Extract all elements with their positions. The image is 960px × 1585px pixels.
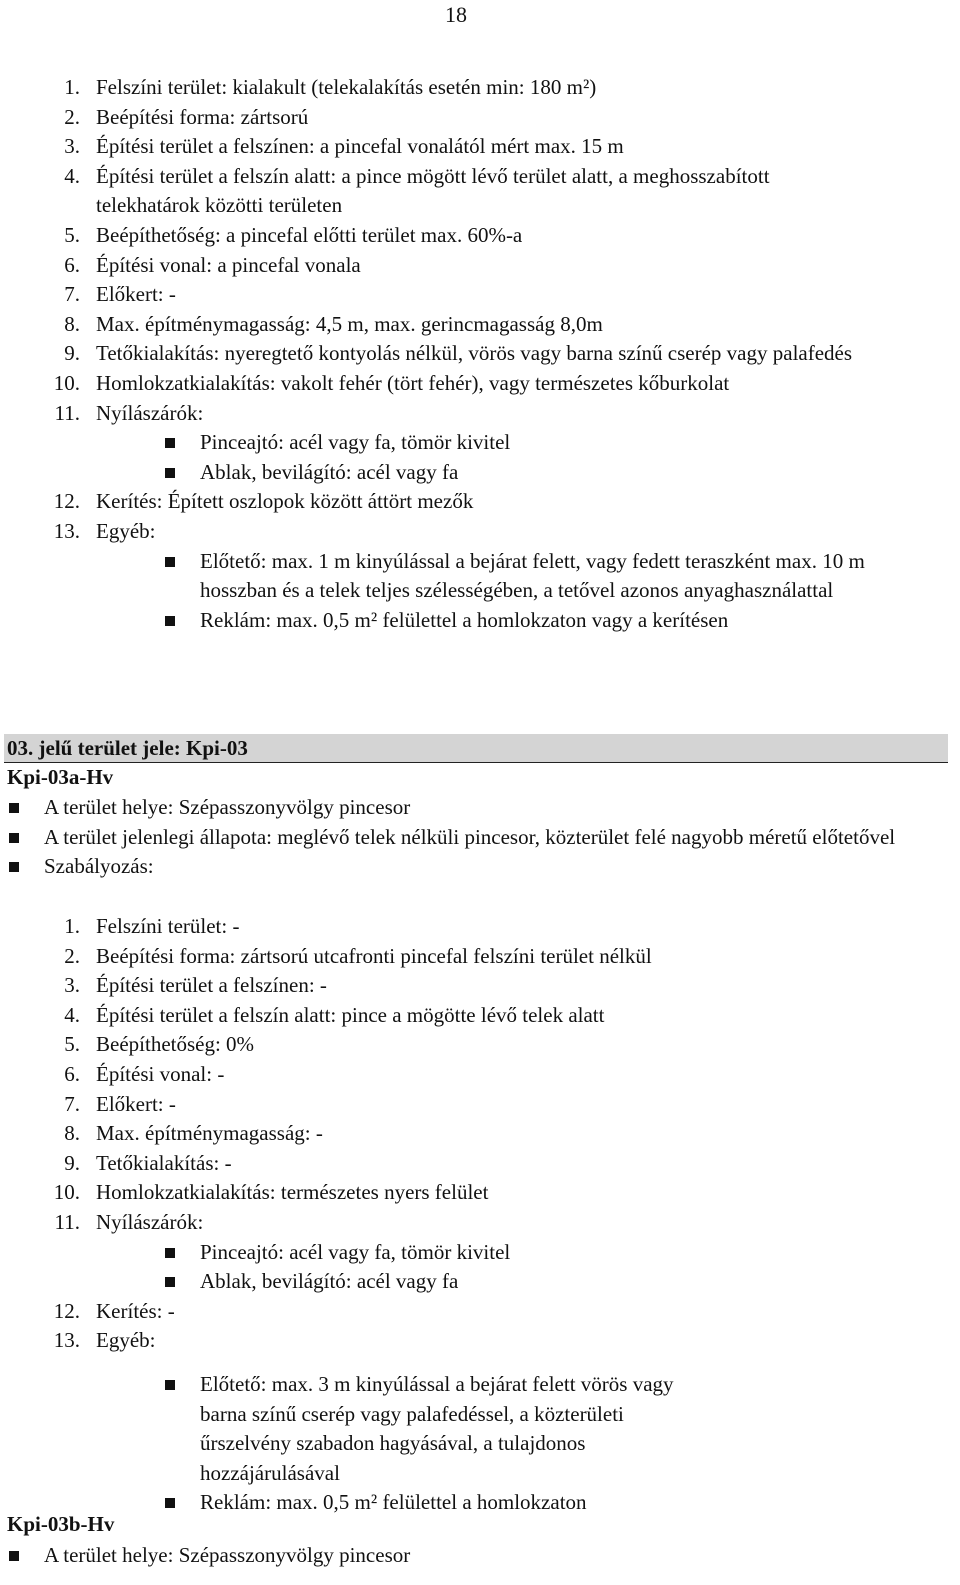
item-text: Előkert: -: [96, 282, 176, 307]
sub-bullet: [0, 1370, 720, 1488]
item-text: Beépíthetőség: a pincefal előtti terület max. 60%-a: [96, 222, 523, 247]
sub-bullet-text: Pinceajtó: acél vagy fa, tömör kivitel: [200, 430, 511, 455]
sub-bullet: [0, 458, 960, 488]
list-item: [0, 103, 960, 133]
item-text: Nyílászárók:: [96, 400, 204, 425]
list-item: [0, 1090, 960, 1120]
list-item: [0, 1149, 960, 1179]
square-bullet-icon: [165, 1498, 175, 1508]
item-text: Építési terület a felszínen: -: [96, 973, 327, 998]
item-text: Beépíthetőség: 0%: [96, 1032, 255, 1057]
item-number: 11.: [54, 1209, 80, 1234]
item-text: Egyéb:: [96, 1328, 156, 1353]
item-number: 11.: [54, 400, 80, 425]
main-bullet-text: A terület helye: Szépasszonyvölgy pincesor: [44, 1543, 411, 1567]
main-bullet: [0, 823, 924, 853]
item-number: 5.: [64, 222, 80, 247]
list-item: [0, 1030, 960, 1060]
sub-bullet-text: Ablak, bevilágító: acél vagy fa: [200, 1269, 459, 1294]
list-item: [0, 942, 960, 972]
subsection-title-a: Kpi-03a-Hv: [7, 765, 114, 789]
spacer: [0, 1356, 960, 1370]
item-text: Homlokzatkialakítás: vakolt fehér (tört fehér), vagy természetes kőburkolat: [96, 370, 730, 395]
item-text: Építési terület a felszín alatt: pince a mögötte lévő telek alatt: [96, 1002, 605, 1027]
square-bullet-icon: [9, 803, 19, 813]
list-item: [0, 221, 960, 251]
list-item: [0, 162, 960, 221]
item-text: Max. építménymagasság: -: [96, 1121, 323, 1146]
subsection-title-b: Kpi-03b-Hv: [7, 1512, 115, 1536]
item-number: 13.: [53, 518, 80, 543]
item-number: 10.: [53, 370, 80, 395]
square-bullet-icon: [9, 862, 19, 872]
square-bullet-icon: [165, 1380, 175, 1390]
list-item: [0, 73, 960, 103]
item-text: Építési vonal: -: [96, 1061, 225, 1086]
main-bullet-text: Szabályozás:: [44, 854, 154, 879]
item-number: 8.: [64, 1121, 80, 1146]
main-bullet: [0, 1541, 960, 1571]
list-item: [0, 517, 960, 547]
sub-bullet-text: Reklám: max. 0,5 m² felülettel a homlokzaton vagy a kerítésen: [200, 607, 729, 632]
list-item: [0, 310, 960, 340]
sub-bullet: [0, 1267, 960, 1297]
item-text: Kerítés: Épített oszlopok között áttört mezők: [96, 489, 474, 514]
list-item: [0, 132, 960, 162]
square-bullet-icon: [165, 557, 175, 567]
item-number: 6.: [64, 252, 80, 277]
item-text: Tetőkialakítás: -: [96, 1150, 232, 1175]
square-bullet-icon: [165, 616, 175, 626]
square-bullet-icon: [165, 438, 175, 448]
square-bullet-icon: [9, 833, 19, 843]
square-bullet-icon: [9, 1551, 19, 1561]
main-bullet: [0, 793, 960, 823]
list-item: [0, 1119, 960, 1149]
square-bullet-icon: [165, 1248, 175, 1258]
item-number: 9.: [64, 341, 80, 366]
item-number: 7.: [64, 282, 80, 307]
item-number: 4.: [64, 1002, 80, 1027]
sub-bullet-text: Előtető: max. 3 m kinyúlással a bejárat felett vörös vagy barna színű cserép vagy palafedéssel, a közterületi űrszelvény szabadon hagyásával, a tulajdonos hozzájárulásával: [200, 1371, 674, 1485]
item-text: Építési terület a felszín alatt: a pince mögött lévő terület alatt, a meghosszabított telekhatárok közötti területen: [96, 163, 770, 218]
item-text: Tetőkialakítás: nyeregtető kontyolás nélkül, vörös vagy barna színű cserép vagy palafedés: [96, 341, 853, 366]
list-item: [0, 339, 960, 369]
item-text: Kerítés: -: [96, 1298, 175, 1323]
item-number: 10.: [53, 1180, 80, 1205]
item-number: 7.: [64, 1091, 80, 1116]
item-number: 4.: [64, 163, 80, 188]
item-text: Előkert: -: [96, 1091, 176, 1116]
main-bullet-text: A terület helye: Szépasszonyvölgy pincesor: [44, 795, 411, 819]
item-number: 2.: [64, 104, 80, 129]
sub-bullet: [0, 547, 920, 606]
item-number: 3.: [64, 134, 80, 159]
page-number: 18: [445, 2, 467, 27]
list-item: [0, 1178, 960, 1208]
item-text: Homlokzatkialakítás: természetes nyers felület: [96, 1180, 489, 1205]
item-number: 6.: [64, 1061, 80, 1086]
item-number: 1.: [64, 75, 80, 99]
square-bullet-icon: [165, 468, 175, 478]
item-number: 9.: [64, 1150, 80, 1175]
main-bullet: [0, 852, 960, 882]
item-text: Beépítési forma: zártsorú: [96, 104, 309, 129]
subsection-b-bullets: [0, 1541, 960, 1571]
item-text: Építési vonal: a pincefal vonala: [96, 252, 361, 277]
item-text: Max. építménymagasság: 4,5 m, max. gerincmagasság 8,0m: [96, 311, 603, 336]
list-item: [0, 399, 960, 429]
item-text: Nyílászárók:: [96, 1209, 204, 1234]
sub-bullet-text: Pinceajtó: acél vagy fa, tömör kivitel: [200, 1239, 511, 1264]
item-text: Beépítési forma: zártsorú utcafronti pincefal felszíni terület nélkül: [96, 943, 652, 968]
item-text: Egyéb:: [96, 518, 156, 543]
square-bullet-icon: [165, 1277, 175, 1287]
list-item: [0, 1297, 960, 1327]
list-item: [0, 487, 960, 517]
sub-bullet-text: Előtető: max. 1 m kinyúlással a bejárat felett, vagy fedett teraszként max. 10 m hosszban és a telek teljes szélességében, a tetővel azonos anyaghasználattal: [200, 548, 865, 603]
item-number: 1.: [64, 914, 80, 938]
list-item: [0, 369, 960, 399]
item-text: Felszíni terület: kialakult (telekalakítás esetén min: 180 m²): [96, 75, 597, 99]
list-item: [0, 912, 960, 942]
item-number: 5.: [64, 1032, 80, 1057]
item-number: 12.: [53, 1298, 80, 1323]
list-item: [0, 1326, 960, 1356]
main-bullet-text: A terület jelenlegi állapota: meglévő telek nélküli pincesor, közterület felé nagyobb méretű előtetővel: [44, 824, 896, 849]
list-item: [0, 280, 960, 310]
item-number: 8.: [64, 311, 80, 336]
list-item: [0, 971, 960, 1001]
sub-bullet: [0, 1488, 960, 1518]
item-number: 2.: [64, 943, 80, 968]
top-regulation-list: [0, 73, 960, 635]
sub-bullet-text: Ablak, bevilágító: acél vagy fa: [200, 459, 459, 484]
item-number: 12.: [53, 489, 80, 514]
sub-bullet: [0, 606, 960, 636]
subsection-a-regulation-list: [0, 912, 960, 1518]
subsection-a-bullets: [0, 793, 960, 882]
item-text: Felszíni terület: -: [96, 914, 240, 938]
sub-bullet: [0, 428, 960, 458]
list-item: [0, 1208, 960, 1238]
sub-bullet-text: Reklám: max. 0,5 m² felülettel a homlokzaton: [200, 1490, 587, 1515]
list-item: [0, 251, 960, 281]
item-number: 3.: [64, 973, 80, 998]
item-number: 13.: [53, 1328, 80, 1353]
list-item: [0, 1060, 960, 1090]
list-item: [0, 1001, 960, 1031]
section-header-title: 03. jelű terület jele: Kpi-03: [7, 736, 248, 760]
sub-bullet: [0, 1238, 960, 1268]
item-text: Építési terület a felszínen: a pincefal vonalától mért max. 15 m: [96, 134, 624, 159]
